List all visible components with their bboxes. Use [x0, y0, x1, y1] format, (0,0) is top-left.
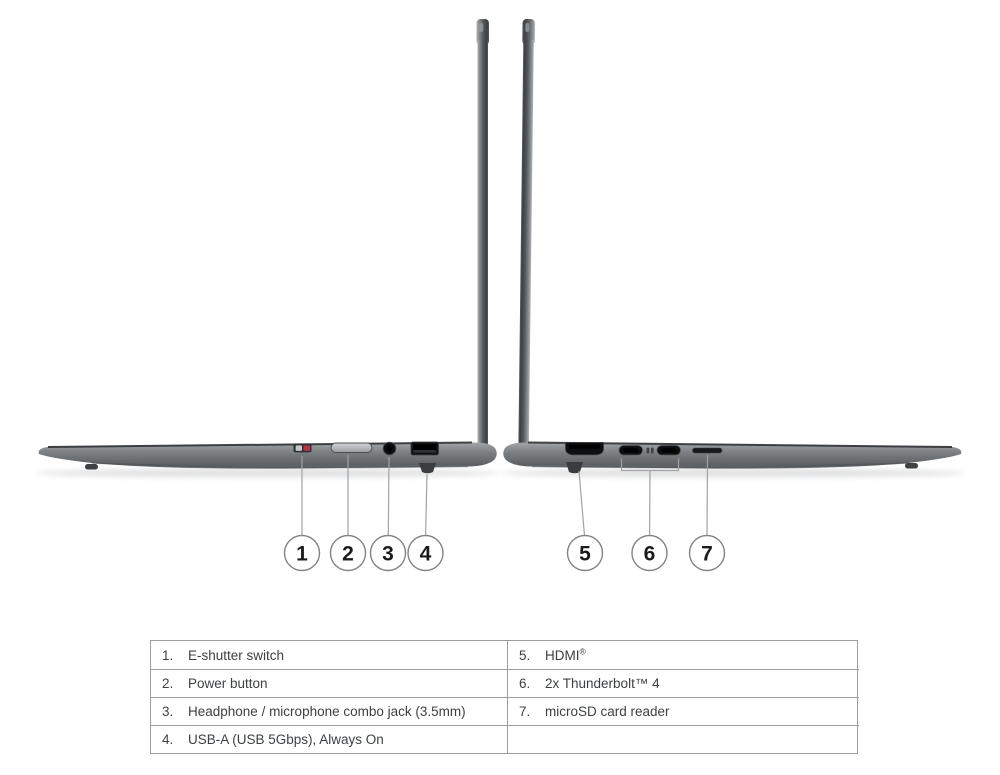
legend-num: 3.	[162, 704, 174, 719]
callout-7-number: 7	[701, 542, 713, 566]
thunderbolt-port-1	[619, 446, 643, 456]
callout-6	[632, 536, 667, 571]
legend-cell-5	[507, 641, 859, 669]
camera-notch	[525, 23, 529, 32]
headphone-jack-port	[383, 442, 396, 455]
legend-label: Power button	[188, 676, 268, 691]
legend-label: Headphone / microphone combo jack (3.5mm)	[188, 704, 466, 719]
legend-cell-empty	[507, 725, 859, 753]
legend-label: microSD card reader	[545, 704, 670, 719]
callout-5	[568, 536, 603, 571]
callout-4-number: 4	[419, 542, 432, 566]
callout-line-5	[579, 471, 585, 536]
legend-cell-6	[507, 669, 859, 697]
legend-num: 4.	[162, 732, 174, 747]
rubber-foot-front	[905, 463, 918, 469]
callout-6-number: 6	[643, 542, 656, 566]
callout-4	[408, 536, 443, 571]
legend-label: 2x Thunderbolt™ 4	[545, 676, 660, 691]
legend-cell-1	[151, 641, 507, 669]
legend-num: 5.	[519, 647, 531, 663]
callout-circles	[285, 536, 725, 571]
callout-2-number: 2	[342, 542, 354, 566]
callout-3	[371, 536, 406, 571]
callout-line-4	[426, 474, 427, 536]
hdmi-port	[566, 443, 604, 455]
power-button-port	[331, 443, 372, 453]
rubber-foot-front	[85, 464, 98, 470]
legend-cell-4	[151, 725, 507, 753]
thunderbolt-port-2	[657, 446, 681, 456]
callout-line-3	[388, 457, 389, 536]
legend-cell-7	[507, 697, 859, 725]
laptop-left-side-view	[500, 19, 966, 478]
callout-5-number: 5	[579, 542, 591, 566]
laptop-lid	[517, 19, 535, 452]
legend-label: USB-A (USB 5Gbps), Always On	[188, 732, 384, 747]
callout-line-7	[707, 455, 708, 536]
e-shutter-switch-port	[294, 444, 312, 453]
port-legend-table	[150, 640, 858, 754]
laptop-lid	[477, 19, 490, 452]
legend-num: 2.	[162, 676, 174, 691]
legend-cell-2	[151, 669, 507, 697]
legend-label: E-shutter switch	[188, 647, 285, 663]
callout-1	[285, 536, 320, 571]
legend-label: HDMI®	[545, 646, 586, 663]
laptop-right-side-view	[35, 19, 501, 478]
legend-num: 1.	[162, 647, 174, 663]
legend-num: 7.	[519, 704, 531, 719]
legend-cell-3	[151, 697, 507, 725]
callout-1-number: 1	[296, 542, 308, 566]
callout-2	[331, 536, 366, 571]
callout-3-number: 3	[382, 542, 394, 566]
registered-mark: ®	[579, 646, 586, 656]
usb-a-port	[411, 442, 439, 455]
legend-num: 6.	[519, 676, 531, 691]
callout-7	[690, 536, 725, 571]
camera-notch	[479, 23, 483, 32]
microsd-slot-port	[693, 448, 723, 453]
